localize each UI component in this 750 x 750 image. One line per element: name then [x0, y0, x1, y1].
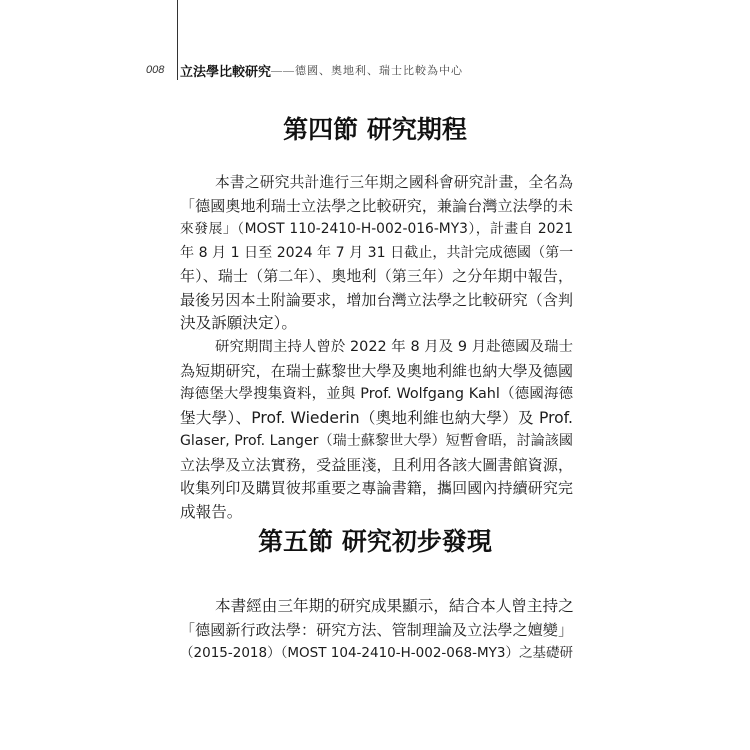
text-line: 研究期間主持人曾於 2022 年 8 月及 9 月赴德國及瑞士: [215, 339, 573, 355]
text-line: 為短期研究，在瑞士蘇黎世大學及奧地利維也納大學及德國: [180, 361, 573, 380]
text-line: Glaser, Prof. Langer（瑞士蘇黎世大學）短暫會晤，討論該國: [180, 433, 573, 449]
text-line: 堡大學）、Prof. Wiederin（奧地利維也納大學）及 Prof.: [180, 408, 573, 427]
text-line: 年）、瑞士（第二年）、奧地利（第三年）之分年期中報告，: [180, 267, 573, 285]
text-line: 海德堡大學搜集資料，並與 Prof. Wolfgang Kahl（德國海德: [180, 386, 573, 402]
text-line: （2015-2018）（MOST 104-2410-H-002-068-MY3）之基礎研: [180, 645, 573, 661]
text-line: 本書之研究共計進行三年期之國科會研究計畫，全名為: [215, 174, 573, 191]
text-line: 最後另因本土附論要求，增加台灣立法學之比較研究（含判: [180, 290, 573, 309]
book-title: 立法學比較研究: [180, 63, 272, 79]
text-line: 本書經由三年期的研究成果顯示，結合本人曾主持之: [215, 597, 574, 615]
paragraph: [180, 171, 573, 336]
page-number: 008: [146, 64, 165, 76]
paragraph: [180, 336, 573, 524]
book-subtitle: ——德國、奧地利、瑞士比較為中心: [271, 65, 464, 77]
text-line: 年 8 月 1 日至 2024 年 7 月 31 日截止，共計完成德國（第一: [180, 244, 574, 261]
text-line: 「德國奧地利瑞士立法學之比較研究，兼論台灣立法學的未: [180, 196, 573, 215]
text-line: 立法學及立法實務，受益匪淺，且利用各該大圖書館資源，: [180, 455, 573, 474]
section-heading-5: 第五節 研究初步發現: [258, 527, 492, 556]
paragraph: [180, 595, 573, 666]
text-line: 收集列印及購買彼邦重要之專論書籍，攜回國內持續研究完: [180, 479, 573, 497]
text-line: 「德國新行政法學：研究方法、管制理論及立法學之嬗變」: [180, 620, 573, 639]
text-line: 決及訴願決定）。: [180, 314, 297, 332]
section-heading-4: 第四節 研究期程: [283, 115, 467, 144]
running-head: [146, 60, 463, 80]
text-line: 成報告。: [180, 502, 243, 521]
text-line: 來發展」（MOST 110-2410-H-002-016-MY3），計畫自 2021: [180, 221, 573, 237]
